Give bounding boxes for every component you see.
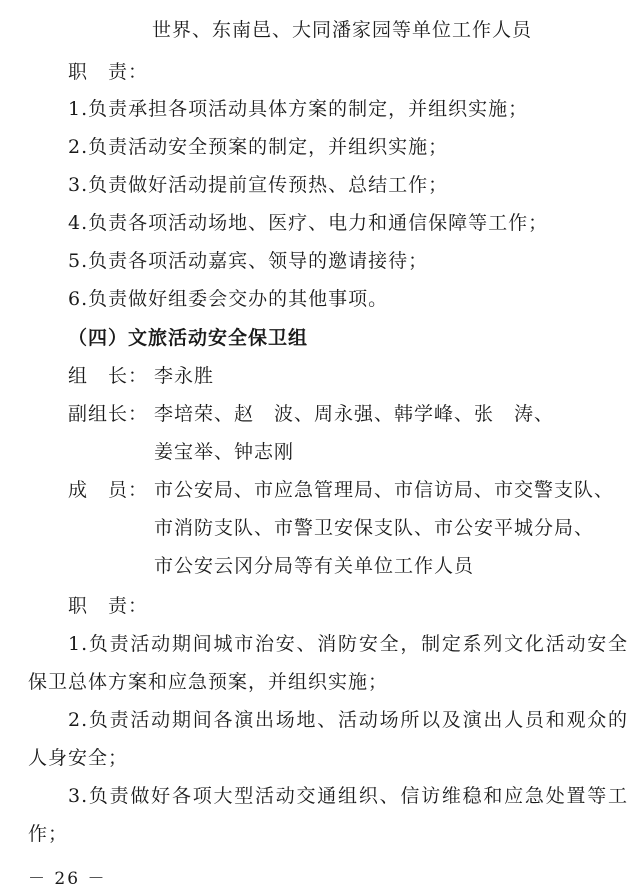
members-row — [68, 478, 614, 502]
members-value: 市公安局、市应急管理局、市信访局、市交警支队、 — [154, 479, 615, 501]
security-duty-1: 1.负责活动期间城市治安、消防安全，制定系列文化活动安全保卫总体方案和应急预案，并组织实施； — [28, 633, 628, 693]
deputy-leader-continued: 姜宝举、钟志刚 — [154, 441, 295, 463]
section-heading-security: （四）文旅活动安全保卫组 — [68, 327, 309, 349]
deputy-leader-row — [68, 402, 554, 426]
duty-item-4: 4.负责各项活动场地、医疗、电力和通信保障等工作； — [68, 212, 549, 234]
duty-item-6: 6.负责做好组委会交办的其他事项。 — [68, 288, 389, 310]
text-line-units-continued: 世界、东南邑、大同潘家园等单位工作人员 — [152, 19, 533, 41]
duty-item-3: 3.负责做好活动提前宣传预热、总结工作； — [68, 174, 449, 196]
members-continued-1: 市消防支队、市警卫安保支队、市公安平城分局、 — [154, 517, 595, 539]
deputy-leader-label: 副组长： — [68, 403, 149, 425]
leader-value: 李永胜 — [154, 365, 215, 387]
members-label: 成 员： — [68, 479, 149, 501]
duty-item-5: 5.负责各项活动嘉宾、领导的邀请接待； — [68, 250, 429, 272]
duty-item-2: 2.负责活动安全预案的制定，并组织实施； — [68, 136, 449, 158]
duties-heading: 职 责： — [68, 61, 149, 83]
duties-heading-security: 职 责： — [68, 595, 149, 617]
leader-row — [68, 364, 214, 388]
duty-item-1: 1.负责承担各项活动具体方案的制定，并组织实施； — [68, 98, 529, 120]
security-duty-2: 2.负责活动期间各演出场地、活动场所以及演出人员和观众的人身安全； — [28, 709, 628, 769]
members-continued-2: 市公安云冈分局等有关单位工作人员 — [154, 555, 475, 577]
leader-label: 组 长： — [68, 365, 149, 387]
deputy-leader-value: 李培荣、赵 波、周永强、韩学峰、张 涛、 — [154, 403, 555, 425]
page-number: － 26 － — [28, 869, 107, 889]
security-duty-3: 3.负责做好各项大型活动交通组织、信访维稳和应急处置等工作； — [28, 785, 628, 845]
